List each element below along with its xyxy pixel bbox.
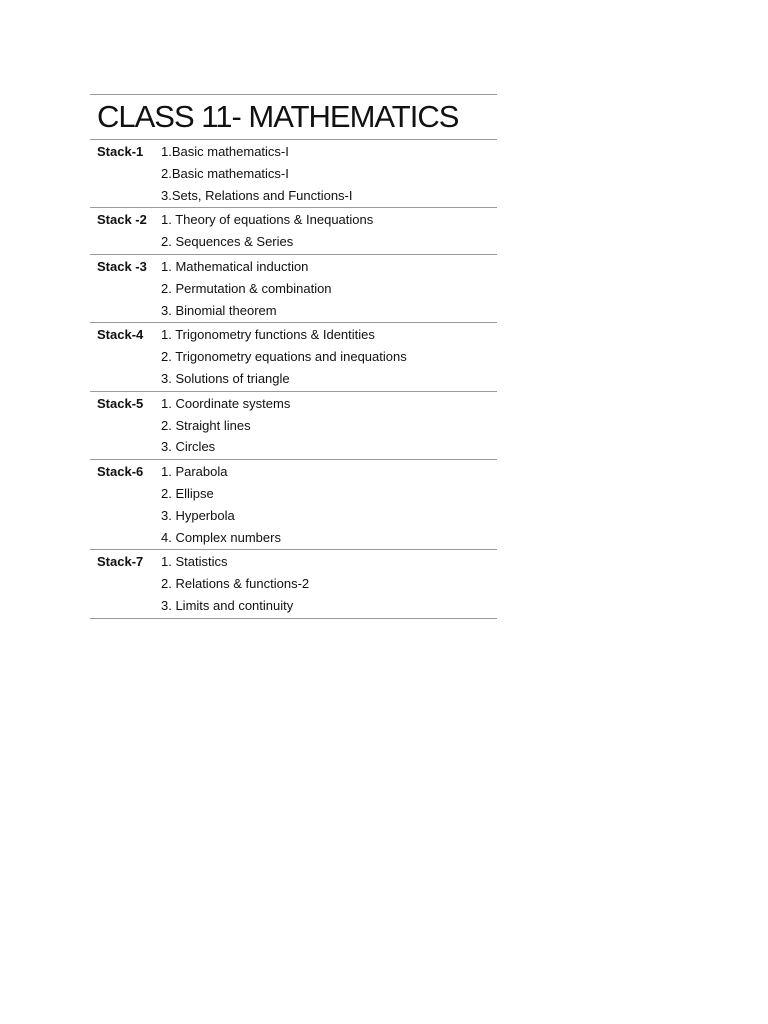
topic-item: 2.Basic mathematics-I	[161, 165, 289, 181]
stack-label: Stack-7	[97, 554, 144, 570]
topic-list	[161, 141, 497, 206]
page-title: CLASS 11- MATHEMATICS	[90, 95, 497, 140]
stack-label: Stack-4	[97, 327, 144, 343]
topic-item: 1. Parabola	[161, 464, 228, 480]
topic-item: 1. Statistics	[161, 554, 228, 570]
topic-item: 3. Solutions of triangle	[161, 370, 290, 386]
topic-item: 3. Binomial theorem	[161, 302, 277, 318]
topic-item: 1. Theory of equations & Inequations	[161, 212, 374, 228]
topic-item: 2. Straight lines	[161, 417, 251, 433]
topic-item: 4. Complex numbers	[161, 529, 281, 545]
topic-list	[161, 551, 497, 616]
topic-item: 1. Coordinate systems	[161, 395, 291, 411]
topic-item: 1. Mathematical induction	[161, 258, 309, 274]
stack-label: Stack -2	[97, 212, 147, 228]
topic-item: 3. Hyperbola	[161, 507, 235, 523]
topic-list	[161, 461, 497, 548]
stack-row	[90, 140, 497, 208]
topic-item: 2. Trigonometry equations and inequations	[161, 349, 407, 365]
stack-row	[90, 323, 497, 391]
topic-list	[161, 209, 497, 253]
topic-list	[161, 393, 497, 458]
topic-item: 2. Ellipse	[161, 485, 214, 501]
stack-label: Stack-5	[97, 395, 144, 411]
stack-row	[90, 550, 497, 618]
stack-row	[90, 255, 497, 323]
topic-item: 2. Sequences & Series	[161, 234, 294, 250]
topic-item: 3.Sets, Relations and Functions-I	[161, 187, 353, 203]
topic-item: 1.Basic mathematics-I	[161, 144, 289, 159]
stack-row	[90, 460, 497, 550]
topic-item: 2. Relations & functions-2	[161, 576, 310, 592]
syllabus-table	[90, 94, 497, 619]
topic-item: 3. Limits and continuity	[161, 597, 294, 613]
stack-row	[90, 208, 497, 255]
stack-label: Stack -3	[97, 258, 147, 274]
topic-item: 3. Circles	[161, 439, 216, 455]
stack-label: Stack-1	[97, 144, 144, 159]
stack-row	[90, 392, 497, 460]
stack-label: Stack-6	[97, 464, 144, 480]
topic-list	[161, 324, 497, 389]
topic-item: 2. Permutation & combination	[161, 280, 332, 296]
topic-item: 1. Trigonometry functions & Identities	[161, 327, 375, 343]
topic-list	[161, 256, 497, 321]
